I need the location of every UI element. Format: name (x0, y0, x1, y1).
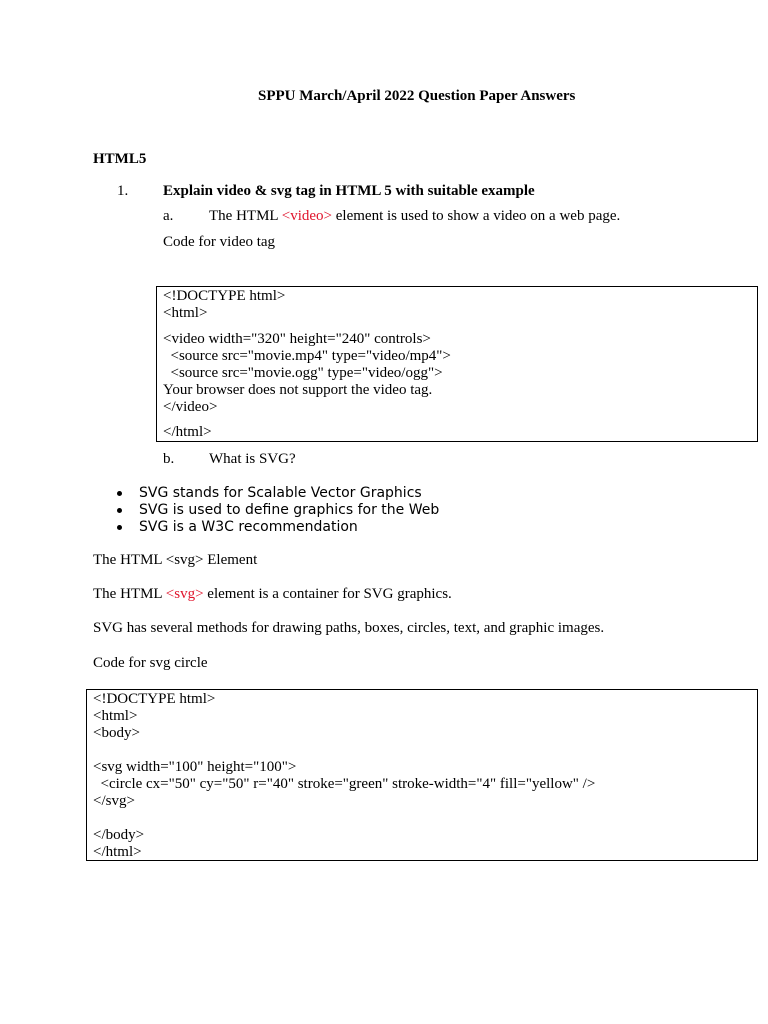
video-code-caption: Code for video tag (163, 234, 276, 250)
bullet-dot (117, 508, 122, 513)
part-b-text: What is SVG? (209, 451, 296, 467)
svg-desc-suffix: element is a container for SVG graphics. (203, 586, 452, 602)
code-line: </html> (163, 424, 212, 440)
svg-element-heading: The HTML <svg> Element (93, 552, 258, 568)
code-line: <source src="movie.ogg" type="video/ogg"> (163, 365, 443, 381)
section-heading: HTML5 (93, 151, 147, 167)
part-a-label: a. (163, 208, 174, 224)
code-line: <!DOCTYPE html> (93, 691, 216, 707)
bullet-item: SVG stands for Scalable Vector Graphics (139, 485, 422, 501)
code-line: <source src="movie.mp4" type="video/mp4"> (163, 348, 451, 364)
svg-methods-text: SVG has several methods for drawing paths, boxes, circles, text, and graphic images. (93, 620, 605, 636)
bullet-item: SVG is used to define graphics for the Web (139, 502, 440, 518)
bullet-item: SVG is a W3C recommendation (139, 519, 358, 535)
code-line: Your browser does not support the video tag. (163, 382, 433, 398)
code-line: <body> (93, 725, 140, 741)
svg-description (93, 586, 452, 603)
code-line: <html> (163, 305, 208, 321)
code-line: <svg width="100" height="100"> (93, 759, 297, 775)
bullet-dot (117, 491, 122, 496)
question-text: Explain video & svg tag in HTML 5 with suitable example (163, 183, 535, 199)
bullet-dot (117, 525, 122, 530)
svg-code-caption: Code for svg circle (93, 655, 208, 671)
code-line: </html> (93, 844, 142, 860)
part-a-suffix: element is used to show a video on a web page. (332, 208, 621, 224)
code-line: </svg> (93, 793, 135, 809)
svg-desc-prefix: The HTML (93, 586, 166, 602)
video-tag-highlight: <video> (281, 208, 333, 224)
part-a-prefix: The HTML (209, 208, 282, 224)
code-line: </video> (163, 399, 218, 415)
svg-tag-highlight: <svg> (165, 586, 204, 602)
page-title: SPPU March/April 2022 Question Paper Answers (258, 88, 576, 104)
code-line: <circle cx="50" cy="50" r="40" stroke="green" stroke-width="4" fill="yellow" /> (93, 776, 596, 792)
code-line: <!DOCTYPE html> (163, 288, 286, 304)
code-line: <html> (93, 708, 138, 724)
part-a-text (209, 208, 620, 225)
svg-code-block (86, 689, 758, 861)
part-b-label: b. (163, 451, 175, 467)
code-line: </body> (93, 827, 145, 843)
question-number: 1. (117, 183, 129, 199)
video-code-block (156, 286, 758, 442)
code-line: <video width="320" height="240" controls> (163, 331, 431, 347)
